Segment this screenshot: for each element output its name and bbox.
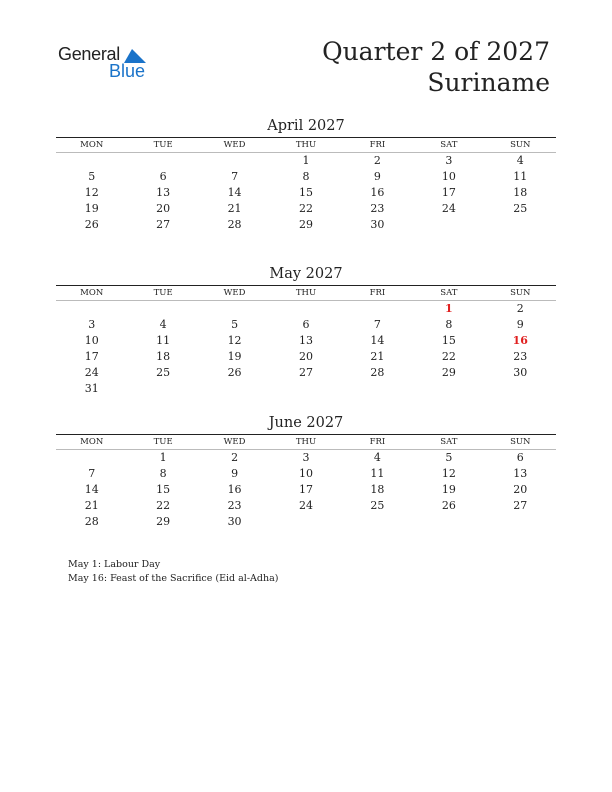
empty-day-cell: [199, 153, 270, 169]
day-cell: 8: [302, 170, 310, 183]
empty-day-cell: [127, 153, 198, 169]
day-cell: 2: [373, 154, 381, 167]
day-cell: 13: [156, 186, 171, 199]
day-cell: 19: [84, 202, 99, 215]
day-cell: 29: [156, 515, 171, 528]
empty-day-cell: [342, 301, 413, 317]
empty-day-cell: [413, 217, 484, 233]
day-cell: 23: [513, 350, 528, 363]
day-cell: 17: [298, 483, 313, 496]
day-cell: 25: [370, 499, 385, 512]
day-cell: 8: [445, 318, 453, 331]
day-cell: 21: [370, 350, 385, 363]
weekday-label: WED: [223, 140, 246, 150]
day-cell: 14: [227, 186, 242, 199]
weekday-label: TUE: [153, 437, 173, 447]
empty-day-cell: [270, 514, 341, 530]
weekday-label: FRI: [369, 437, 386, 447]
day-cell: 11: [513, 170, 528, 183]
day-cell: 10: [84, 334, 99, 347]
day-cell: 22: [156, 499, 171, 512]
day-cell: 12: [84, 186, 99, 199]
day-cell: 24: [441, 202, 456, 215]
month-title: May 2027: [269, 266, 343, 282]
empty-day-cell: [413, 381, 484, 397]
day-cell: 15: [298, 186, 313, 199]
empty-day-cell: [199, 301, 270, 317]
weekday-label: SAT: [440, 288, 458, 298]
day-cell: 13: [298, 334, 313, 347]
day-cell: 4: [516, 154, 524, 167]
day-cell: 12: [227, 334, 242, 347]
weekday-header: [56, 434, 556, 450]
weekday-label: SAT: [440, 437, 458, 447]
weekday-label: SUN: [510, 437, 531, 447]
day-cell: 7: [373, 318, 381, 331]
month-title: June 2027: [268, 415, 344, 431]
day-cell: 10: [298, 467, 313, 480]
day-cell: 8: [159, 467, 167, 480]
day-cell: 9: [516, 318, 524, 331]
day-cell: 26: [441, 499, 456, 512]
weekday-header: [56, 285, 556, 301]
day-cell: 3: [445, 154, 453, 167]
month-calendar-may: [56, 265, 556, 397]
day-cell: 10: [441, 170, 456, 183]
day-cell: 31: [84, 382, 99, 395]
empty-day-cell: [485, 381, 556, 397]
day-cell: 21: [227, 202, 242, 215]
day-cell: 28: [84, 515, 99, 528]
day-cell: 20: [298, 350, 313, 363]
day-cell: 27: [156, 218, 171, 231]
logo-general-text: General: [58, 44, 120, 64]
day-cell: 26: [84, 218, 99, 231]
day-cell: 23: [370, 202, 385, 215]
weekday-label: THU: [295, 437, 317, 447]
empty-day-cell: [342, 514, 413, 530]
day-cell: 13: [513, 467, 528, 480]
holiday-day-cell: 16: [512, 334, 528, 347]
day-cell: 1: [159, 451, 167, 464]
empty-day-cell: [127, 381, 198, 397]
day-cell: 6: [516, 451, 524, 464]
day-cell: 20: [156, 202, 171, 215]
day-cell: 22: [298, 202, 313, 215]
empty-day-cell: [270, 301, 341, 317]
day-cell: 5: [231, 318, 239, 331]
day-cell: 22: [441, 350, 456, 363]
holiday-note: May 16: Feast of the Sacrifice (Eid al-Adha): [68, 572, 279, 584]
weekday-label: MON: [80, 140, 104, 150]
day-cell: 25: [156, 366, 171, 379]
day-cell: 28: [227, 218, 242, 231]
weekday-label: FRI: [369, 140, 386, 150]
day-cell: 4: [159, 318, 167, 331]
day-cell: 17: [84, 350, 99, 363]
day-cell: 16: [370, 186, 385, 199]
day-cell: 30: [227, 515, 242, 528]
day-cell: 17: [441, 186, 456, 199]
day-cell: 27: [513, 499, 528, 512]
weekday-label: TUE: [153, 140, 173, 150]
logo-blue-text: Blue: [109, 61, 146, 81]
day-cell: 2: [516, 302, 524, 315]
weekday-header: [56, 137, 556, 153]
day-cell: 11: [156, 334, 171, 347]
day-cell: 29: [298, 218, 313, 231]
day-cell: 24: [84, 366, 99, 379]
day-cell: 28: [370, 366, 385, 379]
day-cell: 18: [513, 186, 528, 199]
day-cell: 9: [373, 170, 381, 183]
empty-day-cell: [56, 153, 127, 169]
weekday-label: MON: [80, 437, 104, 447]
day-cell: 11: [370, 467, 385, 480]
day-cell: 18: [156, 350, 171, 363]
page-title: [322, 36, 550, 98]
day-cell: 5: [88, 170, 96, 183]
empty-day-cell: [56, 450, 127, 466]
day-cell: 14: [370, 334, 385, 347]
day-grid: [56, 450, 556, 530]
empty-day-cell: [270, 381, 341, 397]
month-title: April 2027: [267, 118, 345, 134]
day-cell: 30: [513, 366, 528, 379]
weekday-label: WED: [223, 288, 246, 298]
day-cell: 6: [302, 318, 310, 331]
day-cell: 23: [227, 499, 242, 512]
weekday-label: SUN: [510, 140, 531, 150]
country-title: Suriname: [427, 68, 550, 97]
day-cell: 9: [231, 467, 239, 480]
holiday-notes: [68, 558, 278, 585]
weekday-label: MON: [80, 288, 104, 298]
day-cell: 15: [156, 483, 171, 496]
weekday-label: TUE: [153, 288, 173, 298]
weekday-label: THU: [295, 140, 317, 150]
day-cell: 15: [441, 334, 456, 347]
day-cell: 2: [231, 451, 239, 464]
day-grid: [56, 301, 556, 397]
day-cell: 29: [441, 366, 456, 379]
empty-day-cell: [199, 381, 270, 397]
day-cell: 4: [373, 451, 381, 464]
holiday-note: May 1: Labour Day: [68, 559, 161, 570]
day-cell: 20: [513, 483, 528, 496]
generalblue-logo: [58, 44, 158, 84]
day-cell: 19: [441, 483, 456, 496]
day-cell: 30: [370, 218, 385, 231]
day-cell: 25: [513, 202, 528, 215]
day-cell: 12: [441, 467, 456, 480]
day-cell: 19: [227, 350, 242, 363]
empty-day-cell: [56, 301, 127, 317]
empty-day-cell: [485, 514, 556, 530]
empty-day-cell: [413, 514, 484, 530]
day-cell: 7: [88, 467, 96, 480]
quarter-title: Quarter 2 of 2027: [322, 37, 550, 66]
day-cell: 24: [298, 499, 313, 512]
holiday-day-cell: 1: [445, 302, 453, 315]
day-cell: 21: [84, 499, 99, 512]
empty-day-cell: [485, 217, 556, 233]
day-cell: 3: [88, 318, 96, 331]
day-cell: 14: [84, 483, 99, 496]
day-cell: 6: [159, 170, 167, 183]
weekday-label: FRI: [369, 288, 386, 298]
day-cell: 26: [227, 366, 242, 379]
day-cell: 27: [298, 366, 313, 379]
weekday-label: THU: [295, 288, 317, 298]
month-calendar-april: [56, 117, 556, 233]
month-calendar-june: [56, 414, 556, 530]
day-cell: 16: [227, 483, 242, 496]
day-grid: [56, 153, 556, 233]
empty-day-cell: [342, 381, 413, 397]
empty-day-cell: [127, 301, 198, 317]
day-cell: 5: [445, 451, 453, 464]
weekday-label: WED: [223, 437, 246, 447]
weekday-label: SAT: [440, 140, 458, 150]
weekday-label: SUN: [510, 288, 531, 298]
day-cell: 7: [231, 170, 239, 183]
day-cell: 1: [302, 154, 310, 167]
day-cell: 3: [302, 451, 310, 464]
day-cell: 18: [370, 483, 385, 496]
